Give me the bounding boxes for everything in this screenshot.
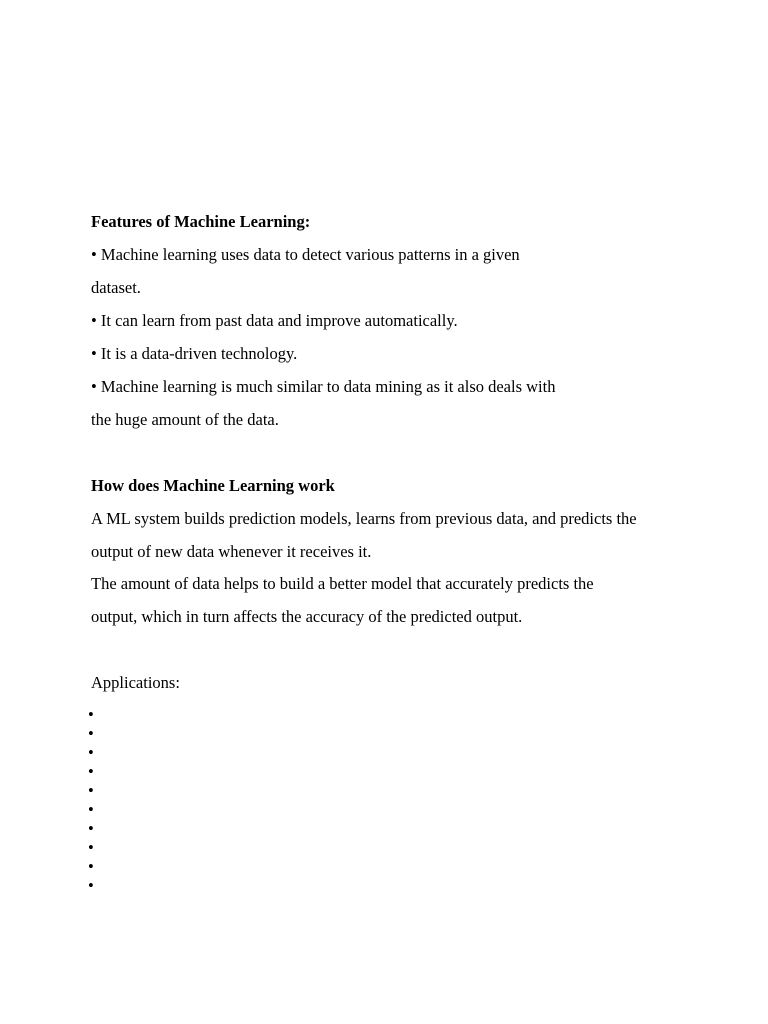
features-line: • It is a data-driven technology. bbox=[91, 344, 298, 363]
features-line: • It can learn from past data and improve automatically. bbox=[91, 311, 458, 330]
how-it-works-line: output, which in turn affects the accuracy of the predicted output. bbox=[91, 607, 523, 626]
bullet-marker: • bbox=[88, 724, 94, 743]
features-line: the huge amount of the data. bbox=[91, 410, 279, 429]
bullet-marker: • bbox=[88, 743, 94, 762]
features-line: dataset. bbox=[91, 278, 141, 297]
features-heading: Features of Machine Learning: bbox=[91, 212, 311, 231]
how-it-works-line: The amount of data helps to build a better model that accurately predicts the bbox=[91, 574, 594, 593]
bullet-marker: • bbox=[88, 800, 94, 819]
how-it-works-heading: How does Machine Learning work bbox=[91, 476, 335, 495]
how-it-works-line: A ML system builds prediction models, learns from previous data, and predicts the bbox=[91, 509, 637, 528]
bullet-marker: • bbox=[88, 876, 94, 895]
bullet-marker: • bbox=[88, 857, 94, 876]
bullet-marker: • bbox=[88, 762, 94, 781]
bullet-marker: • bbox=[88, 819, 94, 838]
bullet-marker: • bbox=[88, 781, 94, 800]
features-line: • Machine learning uses data to detect various patterns in a given bbox=[91, 245, 520, 264]
features-line: • Machine learning is much similar to data mining as it also deals with bbox=[91, 377, 556, 396]
applications-heading: Applications: bbox=[91, 673, 180, 692]
bullet-marker: • bbox=[88, 838, 94, 857]
how-it-works-line: output of new data whenever it receives it. bbox=[91, 542, 372, 561]
bullet-marker: • bbox=[88, 705, 94, 724]
